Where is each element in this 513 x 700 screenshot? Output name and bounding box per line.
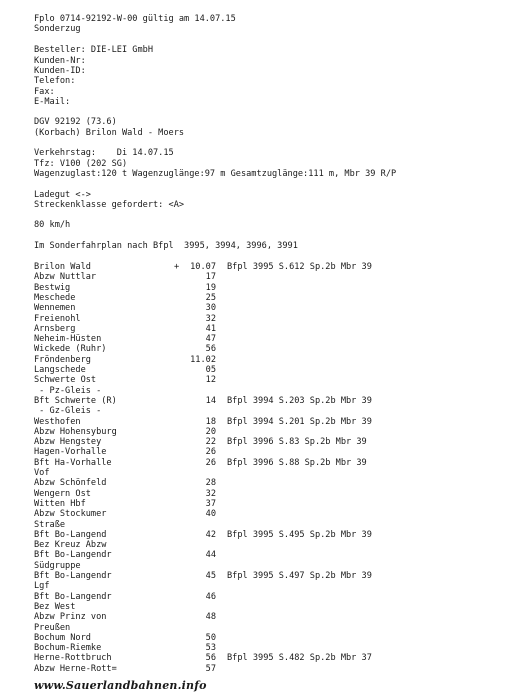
station-name: Abzw Hengstey <box>34 437 102 448</box>
timetable-row <box>34 458 504 468</box>
bfpl-reference: Bfpl 3995 S.495 Sp.2b Mbr 39 <box>227 529 372 540</box>
station-time: 26 <box>205 457 216 468</box>
telefon-field: Telefon: <box>34 76 76 86</box>
timetable-row <box>34 272 504 282</box>
timetable-row <box>34 643 504 653</box>
station-time: 26 <box>205 447 216 458</box>
station-name: Bft Bo-Langendr <box>34 591 112 602</box>
streckenklasse: Streckenklasse gefordert: <A> <box>34 200 185 210</box>
station-time: 10.07 <box>190 262 216 272</box>
station-name: Bft Schwerte (R) <box>34 395 117 406</box>
document-subtitle: Sonderzug <box>34 24 81 34</box>
station-name: Abzw Nuttlar <box>34 272 97 283</box>
departure-marker: + <box>174 262 180 272</box>
station-name: Meschede <box>34 292 76 303</box>
timetable-row <box>34 478 504 488</box>
station-name: Straße <box>34 519 66 530</box>
station-name: Vof <box>34 468 50 478</box>
timetable-row <box>34 324 504 334</box>
timetable-row <box>34 262 504 272</box>
station-time: 20 <box>205 426 216 437</box>
fax-field: Fax: <box>34 87 55 97</box>
station-time: 22 <box>205 437 216 448</box>
timetable-row <box>34 509 504 519</box>
timetable-row <box>34 550 504 560</box>
timetable-row <box>34 581 504 591</box>
station-name: Bft Bo-Langendr <box>34 571 112 581</box>
station-name: Bez Kreuz Abzw <box>34 540 107 551</box>
station-time: 53 <box>205 643 216 654</box>
station-time: 50 <box>205 632 216 643</box>
timetable-row <box>34 468 504 478</box>
timetable-row <box>34 561 504 571</box>
bfpl-reference: Bfpl 3995 S.612 Sp.2b Mbr 39 <box>227 262 372 272</box>
station-time: 42 <box>205 529 216 540</box>
station-time: 37 <box>205 498 216 509</box>
bfpl-reference: Bfpl 3995 S.497 Sp.2b Mbr 39 <box>227 571 372 581</box>
watermark: www.Sauerlandbahnen.info <box>34 679 207 692</box>
timetable-row <box>34 447 504 457</box>
station-name: Langschede <box>34 365 86 375</box>
timetable-row <box>34 530 504 540</box>
station-time: 17 <box>205 272 216 283</box>
timetable-row <box>34 396 504 406</box>
station-time: 12 <box>205 375 216 386</box>
station-time: 45 <box>205 571 216 581</box>
station-name: Bestwig <box>34 282 71 293</box>
timetable-row <box>34 417 504 427</box>
station-name: Abzw Prinz von <box>34 612 107 623</box>
timetable-row <box>34 592 504 602</box>
station-name: Bez West <box>34 601 76 612</box>
station-name: Abzw Schönfeld <box>34 478 107 489</box>
station-name: Arnsberg <box>34 323 76 334</box>
bfpl-reference: Bfpl 3994 S.201 Sp.2b Mbr 39 <box>227 416 372 427</box>
timetable-row <box>34 633 504 643</box>
station-time: 41 <box>205 323 216 334</box>
timetable-row <box>34 283 504 293</box>
station-time: 56 <box>205 344 216 355</box>
timetable-row <box>34 386 504 396</box>
kunden-nr-field: Kunden-Nr: <box>34 56 86 66</box>
timetable-row <box>34 303 504 313</box>
station-time: 28 <box>205 478 216 489</box>
station-name: - Gz-Gleis - <box>34 406 102 417</box>
station-name: Hagen-Vorhalle <box>34 447 107 458</box>
timetable-row <box>34 375 504 385</box>
bfpl-reference: Bfpl 3995 S.482 Sp.2b Mbr 37 <box>227 653 372 664</box>
station-time: 32 <box>205 488 216 499</box>
verkehrstag: Verkehrstag: Di 14.07.15 <box>34 148 174 158</box>
bfpl-reference: Bfpl 3994 S.203 Sp.2b Mbr 39 <box>227 395 372 406</box>
station-time: 57 <box>205 663 216 674</box>
station-name: Brilon Wald <box>34 262 91 272</box>
timetable-row <box>34 602 504 612</box>
station-name: Preußen <box>34 622 71 633</box>
timetable-row <box>34 623 504 633</box>
timetable-row <box>34 314 504 324</box>
station-name: Bochum-Riemke <box>34 643 102 654</box>
timetable-row <box>34 499 504 509</box>
kunden-id-field: Kunden-ID: <box>34 66 86 76</box>
station-name: - Pz-Gleis - <box>34 385 102 396</box>
timetable-row <box>34 365 504 375</box>
station-time: 44 <box>205 550 216 561</box>
timetable-row <box>34 406 504 416</box>
timetable-row <box>34 427 504 437</box>
timetable-row <box>34 293 504 303</box>
station-time: 14 <box>205 395 216 406</box>
timetable-row <box>34 653 504 663</box>
station-time: 19 <box>205 282 216 293</box>
timetable-row <box>34 355 504 365</box>
station-name: Herne-Rottbruch <box>34 653 112 664</box>
station-name: Bft Bo-Langend <box>34 529 107 540</box>
timetable-row <box>34 540 504 550</box>
station-name: Bft Ha-Vorhalle <box>34 457 112 468</box>
station-time: 11.02 <box>190 354 216 365</box>
max-speed: 80 km/h <box>34 220 71 230</box>
station-time: 25 <box>205 292 216 303</box>
ladegut: Ladegut <-> <box>34 190 91 200</box>
sonderfahrplan-note: Im Sonderfahrplan nach Bfpl 3995, 3994, 3996, 3991 <box>34 241 298 251</box>
station-time: 30 <box>205 303 216 314</box>
station-time: 32 <box>205 313 216 324</box>
station-name: Südgruppe <box>34 560 81 571</box>
document-title: Fplo 0714-92192-W-00 gültig am 14.07.15 <box>34 14 236 24</box>
station-time: 18 <box>205 416 216 427</box>
station-name: Wengern Ost <box>34 488 91 499</box>
station-time: 05 <box>205 365 216 375</box>
station-name: Lgf <box>34 581 50 592</box>
station-name: Neheim-Hüsten <box>34 334 102 345</box>
station-name: Fröndenberg <box>34 354 91 365</box>
station-name: Bft Bo-Langendr <box>34 550 112 561</box>
station-time: 56 <box>205 653 216 664</box>
email-field: E-Mail: <box>34 97 71 107</box>
timetable-row <box>34 571 504 581</box>
besteller-field: Besteller: DIE-LEI GmbH <box>34 45 153 55</box>
station-name: Abzw Herne-Rott= <box>34 663 117 674</box>
station-name: Freienohl <box>34 313 81 324</box>
train-number: DGV 92192 (73.6) <box>34 117 117 127</box>
station-time: 48 <box>205 612 216 623</box>
station-time: 40 <box>205 509 216 520</box>
bfpl-reference: Bfpl 3996 S.88 Sp.2b Mbr 39 <box>227 457 367 468</box>
station-name: Witten Hbf <box>34 498 86 509</box>
station-name: Wickede (Ruhr) <box>34 344 107 355</box>
timetable-row <box>34 437 504 447</box>
train-route: (Korbach) Brilon Wald - Moers <box>34 128 185 138</box>
station-name: Westhofen <box>34 416 81 427</box>
station-name: Bochum Nord <box>34 632 91 643</box>
timetable-row <box>34 520 504 530</box>
station-time: 47 <box>205 334 216 345</box>
timetable-row <box>34 344 504 354</box>
wagenzug-info: Wagenzuglast:120 t Wagenzuglänge:97 m Gesamtzuglänge:111 m, Mbr 39 R/P <box>34 169 397 179</box>
bfpl-reference: Bfpl 3996 S.83 Sp.2b Mbr 39 <box>227 437 367 448</box>
station-name: Abzw Hohensyburg <box>34 426 117 437</box>
timetable-row <box>34 612 504 622</box>
timetable-row <box>34 334 504 344</box>
station-time: 46 <box>205 591 216 602</box>
timetable-row <box>34 489 504 499</box>
tfz: Tfz: V100 (202 SG) <box>34 159 128 169</box>
timetable-row <box>34 664 504 674</box>
station-name: Schwerte Ost <box>34 375 97 386</box>
station-name: Abzw Stockumer <box>34 509 107 520</box>
station-name: Wennemen <box>34 303 76 314</box>
